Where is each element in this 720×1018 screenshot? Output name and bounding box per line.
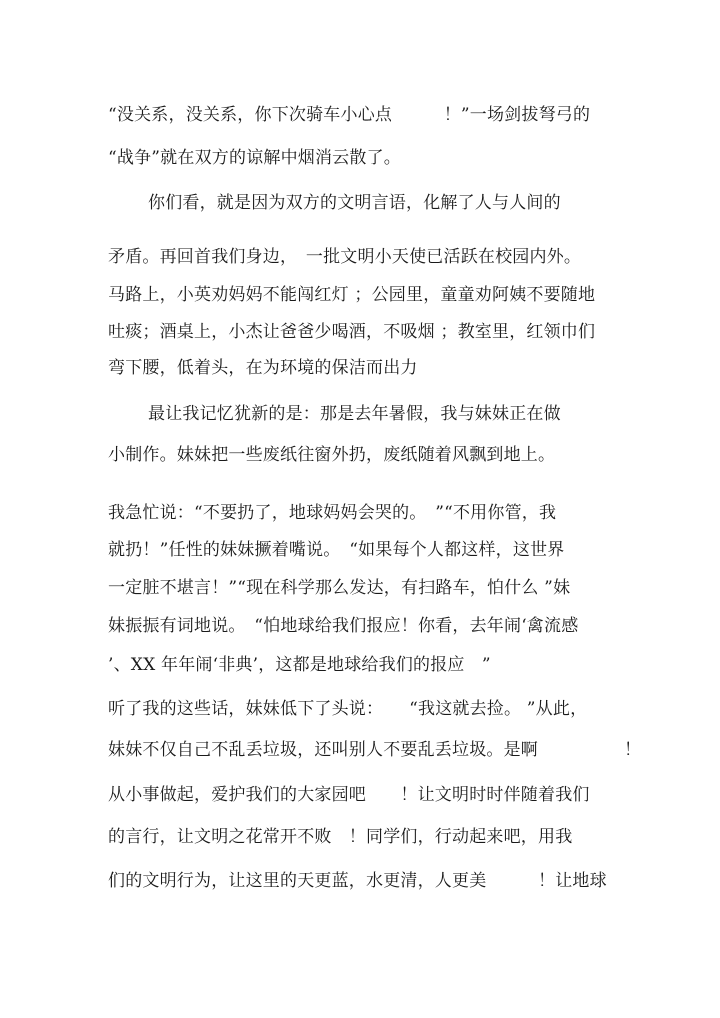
- text-line: 妹振振有词地说。 “怕地球给我们报应！你看，去年闹‘禽流感: [108, 616, 579, 636]
- text-line: “没关系，没关系，你下次骑车小心点 ！”一场剑拔弩弓的: [108, 105, 591, 125]
- text-line: 弯下腰，低着头，在为环境的保洁而出力: [108, 358, 418, 378]
- text-line: 一定脏不堪言！”“现在科学那么发达，有扫路车，怕什么 ”妹: [108, 578, 571, 598]
- text-line: 矛盾。再回首我们身边， 一批文明小天使已活跃在校园内外。: [108, 247, 582, 267]
- text-line: 最让我记忆犹新的是：那是去年暑假，我与妹妹正在做: [148, 404, 561, 424]
- text-line: 的言行，让文明之花常开不败 ！同学们，行动起来吧，用我: [108, 827, 573, 847]
- text-line: 小制作。妹妹把一些废纸往窗外扔，废纸随着风飘到地上。: [108, 445, 556, 465]
- text-line: 吐痰；酒桌上，小杰让爸爸少喝酒，不吸烟 ；教室里，红领巾们: [108, 322, 596, 342]
- text-line: 听了我的这些话，妹妹低下了头说： “我这就去捡。 ”从此，: [108, 699, 588, 719]
- text-line: 们的文明行为，让这里的天更蓝，水更清，人更美 ！让地球: [108, 871, 607, 891]
- text-line: 马路上，小英劝妈妈不能闯红灯 ；公园里，童童劝阿姨不要随地: [108, 285, 596, 305]
- text-line: 就扔！”任性的妹妹撅着嘴说。 “如果每个人都这样，这世界: [108, 540, 565, 560]
- text-line: 你们看，就是因为双方的文明言语，化解了人与人间的: [148, 193, 561, 213]
- text-line: “战争”就在双方的谅解中烟消云散了。: [108, 148, 401, 168]
- text-line: ’、XX 年年闹‘非典’，这都是地球给我们的报应 ”: [108, 655, 491, 675]
- text-line: 我急忙说：“不要扔了，地球妈妈会哭的。 ”“不用你管，我: [108, 503, 557, 523]
- text-line: 从小事做起，爱护我们的大家园吧 ！让文明时时伴随着我们: [108, 785, 590, 805]
- text-line: 妹妹不仅自己不乱丢垃圾，还叫别人不要乱丢垃圾。是啊 ！: [108, 740, 642, 760]
